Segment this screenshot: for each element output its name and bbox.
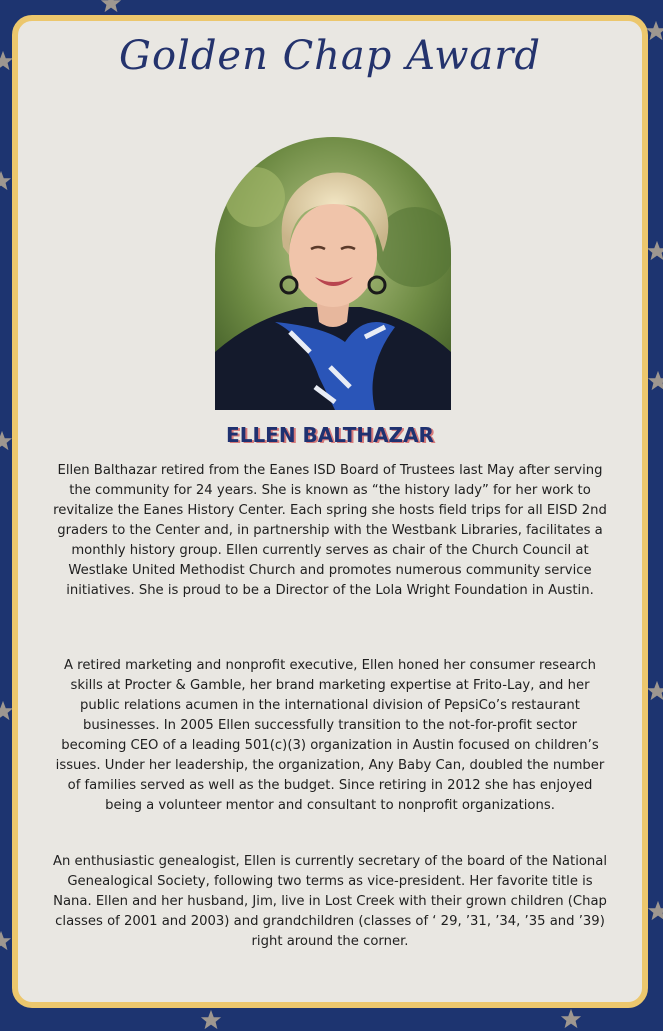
star-icon [100, 0, 122, 14]
award-title: Golden Chap Award [118, 33, 542, 79]
bio-paragraph-2: A retired marketing and nonprofit executive, Ellen honed her consumer research skills at Procter & Gamble, her brand marketing expertise at Frito-Lay, and her public relations acumen in the international division of PepsiCo’s restaurant businesses. In 2005 Ellen successfully transition to the not-for-profit sector becoming CEO of a leading 501(c)(3) organization in Austin focused on children’s issues. Under her leadership, the organization, Any Baby Can, doubled the number of families served as well as the budget. Since retiring in 2012 she has enjoyed being a volunteer mentor and consultant to nonprofit organizations. [55, 658, 605, 813]
star-icon [646, 240, 663, 262]
honoree-photo [215, 137, 451, 410]
star-icon [647, 900, 663, 922]
star-icon [0, 170, 12, 192]
star-icon [200, 1009, 222, 1031]
honoree-name: ELLEN BALTHAZAR [226, 423, 434, 447]
award-card [12, 15, 648, 1008]
star-icon [560, 1008, 582, 1030]
star-icon [0, 930, 12, 952]
star-icon [646, 680, 663, 702]
star-icon [647, 370, 663, 392]
bio-paragraph-1: Ellen Balthazar retired from the Eanes ISD Board of Trustees last May after serving the community for 24 years. She is known as “the history lady” for her work to revitalize the Eanes History Center. Each spring she hosts field trips for all EISD 2nd graders to the Center and, in partnership with the Westbank Libraries, facilitates a monthly history group. Ellen currently serves as chair of the Church Council at Westlake United Methodist Church and promotes numerous community service initiatives. She is proud to be a Director of the Lola Wright Foundation in Austin. [53, 463, 607, 598]
bio-paragraph-3: An enthusiastic genealogist, Ellen is currently secretary of the board of the National Genealogical Society, following two terms as vice-president. Her favorite title is Nana. Ellen and her husband, Jim, live in Lost Creek with their grown children (Chap classes of 2001 and 2003) and grandchildren (classes of ‘ 29, ’31, ’34, ’35 and ’39) right around the corner. [52, 854, 608, 949]
